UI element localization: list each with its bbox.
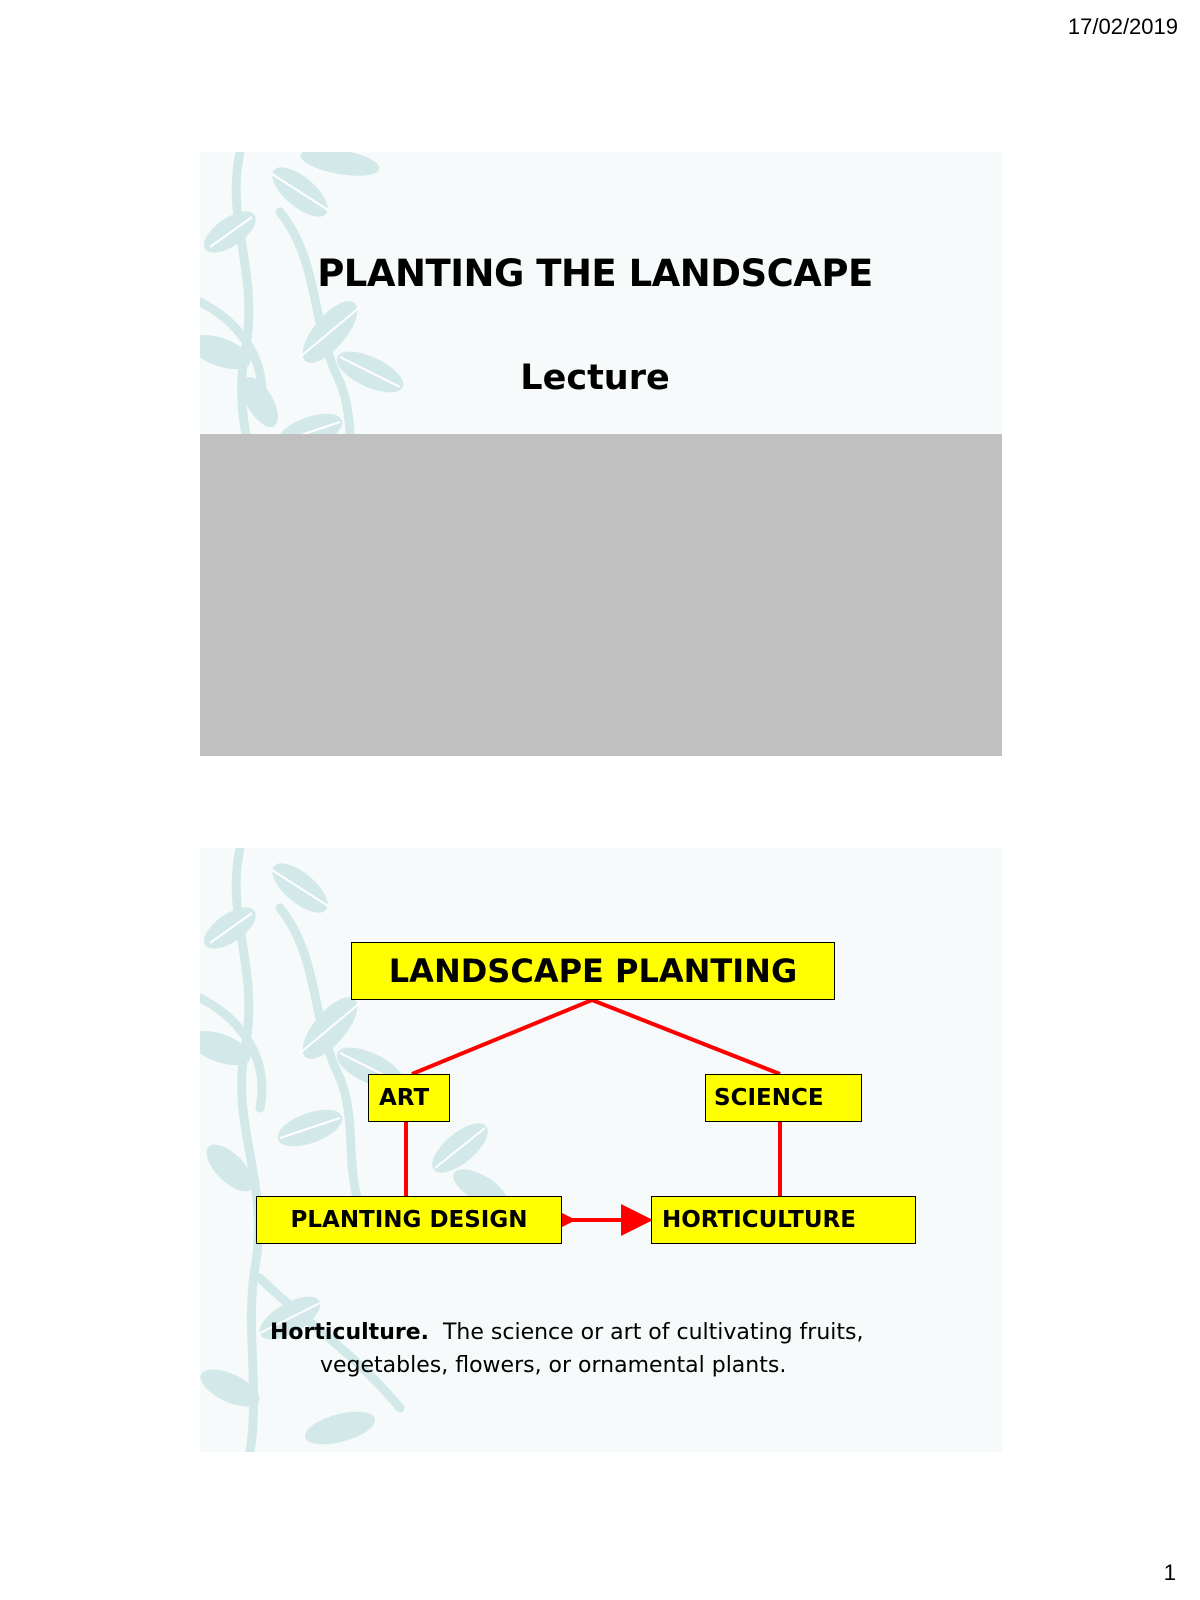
diagram-slide bbox=[200, 848, 1002, 1452]
horticulture-definition bbox=[270, 1316, 910, 1382]
connector-root-science bbox=[592, 1000, 780, 1074]
art-box: ART bbox=[368, 1074, 450, 1122]
title-slide bbox=[200, 152, 1002, 756]
definition-line-1: The science or art of cultivating fruits, bbox=[442, 1320, 864, 1345]
definition-term: Horticulture. bbox=[270, 1320, 429, 1345]
gray-content-block bbox=[200, 434, 1002, 756]
planting-design-box: PLANTING DESIGN bbox=[256, 1196, 562, 1244]
horticulture-box: HORTICULTURE bbox=[651, 1196, 916, 1244]
landscape-planting-box: LANDSCAPE PLANTING bbox=[351, 942, 835, 1000]
slide-title: PLANTING THE LANDSCAPE bbox=[317, 252, 873, 295]
science-box: SCIENCE bbox=[705, 1074, 862, 1122]
page-number: 1 bbox=[1163, 1560, 1176, 1585]
page-date: 17/02/2019 bbox=[1067, 14, 1178, 39]
connector-root-art bbox=[412, 1000, 592, 1074]
definition-line-2: vegetables, flowers, or ornamental plants. bbox=[320, 1353, 787, 1378]
slide-subtitle: Lecture bbox=[520, 358, 670, 398]
